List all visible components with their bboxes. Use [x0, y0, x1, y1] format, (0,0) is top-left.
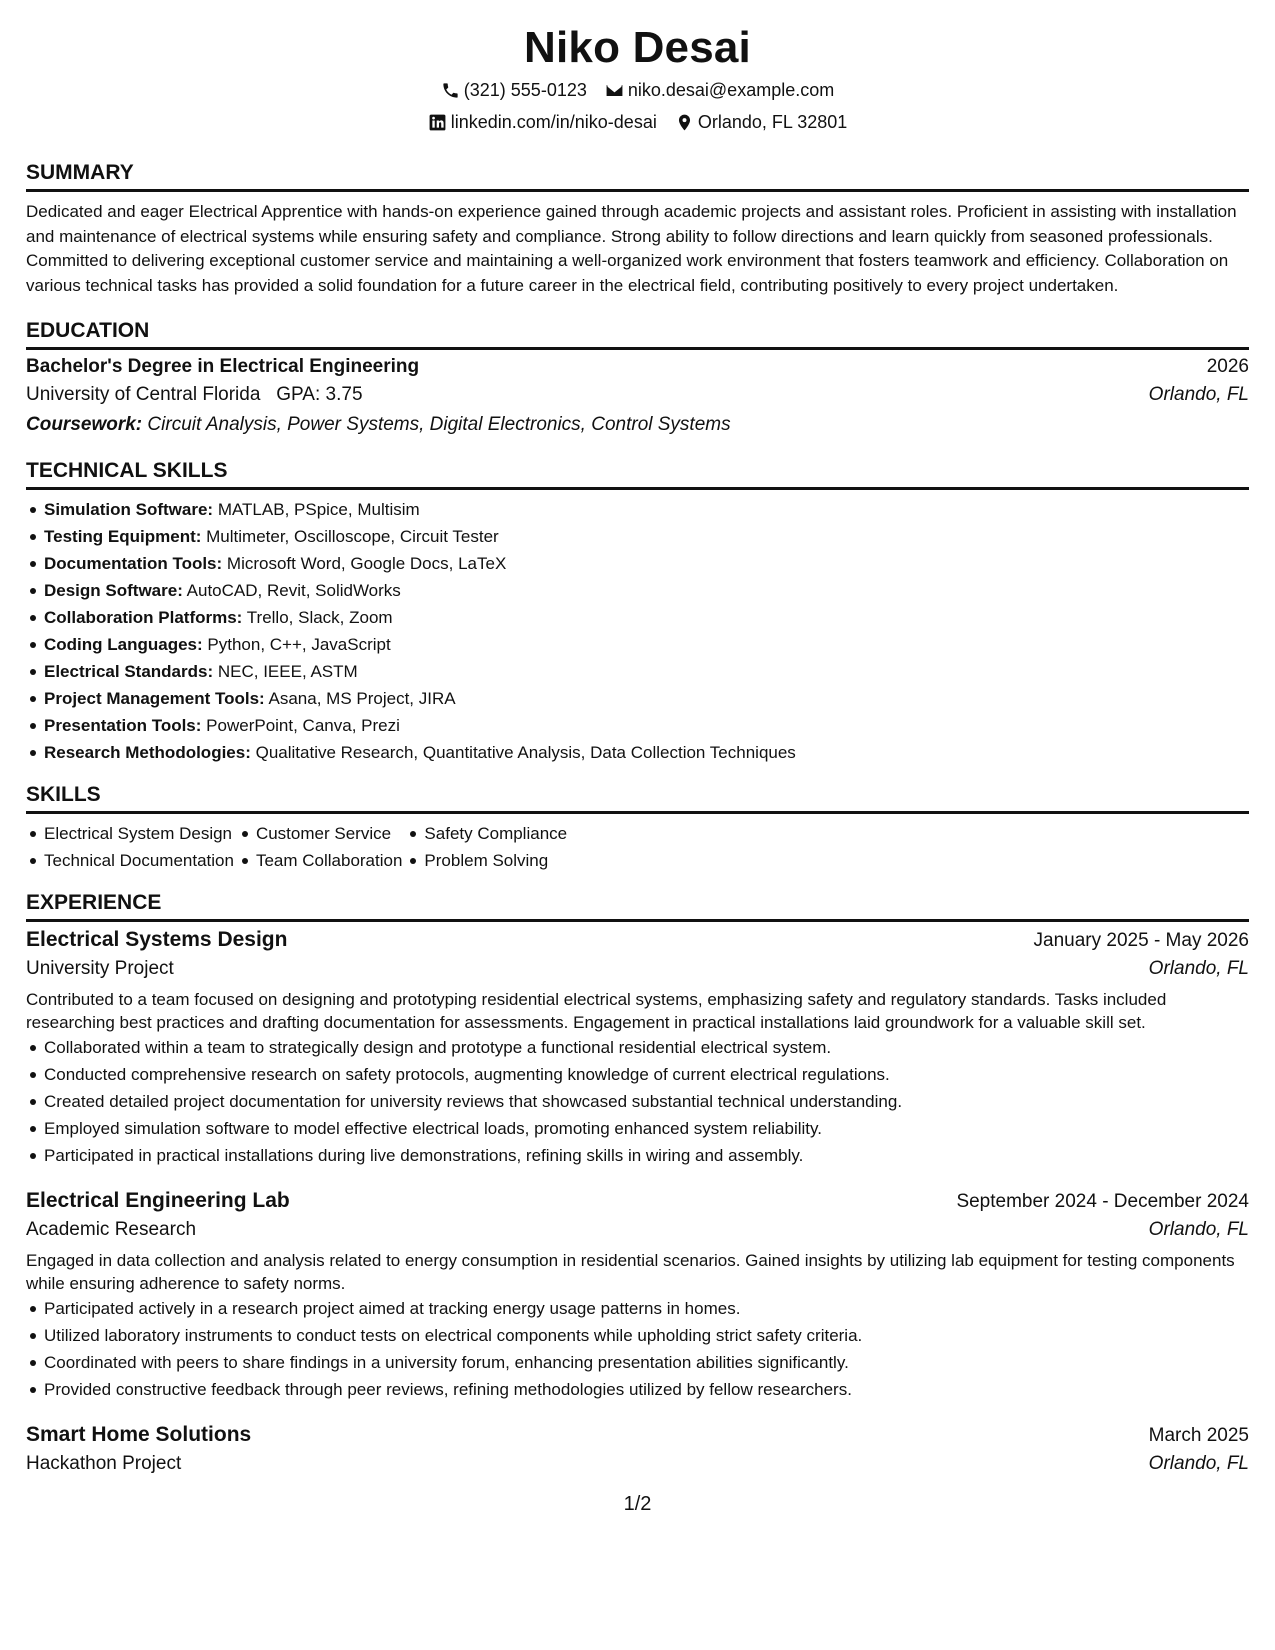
skill-label: Design Software:: [44, 581, 183, 600]
list-item: Participated in practical installations during live demonstrations, refining skills in wiring and assembly.: [44, 1142, 1249, 1169]
list-item: Safety Compliance: [424, 820, 567, 847]
list-item: Employed simulation software to model effective electrical loads, promoting enhanced system reliability.: [44, 1115, 1249, 1142]
linkedin-text[interactable]: linkedin.com/in/niko-desai: [450, 112, 657, 132]
technical-skills-heading: TECHNICAL SKILLS: [26, 458, 1249, 490]
envelope-icon: [605, 81, 624, 100]
skill-label: Electrical Standards:: [44, 662, 214, 681]
skill-value: Asana, MS Project, JIRA: [268, 689, 456, 708]
email-contact[interactable]: [605, 78, 834, 102]
skill-label: Simulation Software:: [44, 500, 214, 519]
job-header: [26, 1423, 1249, 1447]
skills-column-3: [424, 820, 567, 874]
skill-value: Trello, Slack, Zoom: [246, 608, 393, 627]
graduation-year: 2026: [1206, 356, 1249, 377]
gpa: GPA: 3.75: [276, 384, 363, 405]
list-item: Collaborated within a team to strategically design and prototype a functional residential electrical system.: [44, 1034, 1249, 1061]
experience-entry: [26, 1423, 1249, 1475]
education-heading: EDUCATION: [26, 318, 1249, 350]
experience-heading: EXPERIENCE: [26, 890, 1249, 922]
job-subheader: [26, 1453, 1249, 1475]
job-subheader: [26, 1219, 1249, 1241]
school-info: [26, 384, 363, 406]
list-item: [44, 685, 1249, 712]
list-item: [44, 712, 1249, 739]
school-name: University of Central Florida: [26, 384, 261, 405]
job-description: Engaged in data collection and analysis related to energy consumption in residential scenarios. Gained insights by utilizing lab equipment for testing components while ensuring adherence to safety norms.: [26, 1251, 1235, 1293]
list-item: [44, 577, 1249, 604]
skill-label: Presentation Tools:: [44, 716, 202, 735]
skill-value: Qualitative Research, Quantitative Analysis, Data Collection Techniques: [255, 743, 796, 762]
summary-section: [26, 160, 1249, 298]
job-org: Academic Research: [26, 1219, 197, 1240]
education-location: Orlando, FL: [1148, 384, 1249, 405]
list-item: [44, 604, 1249, 631]
job-org: Hackathon Project: [26, 1453, 182, 1474]
job-description: Contributed to a team focused on designing and prototyping residential electrical systems, emphasizing safety and regulatory standards. Tasks included researching best practices and drafting documentation for assessments. Engagement in practical installations laid groundwork for a valuable skill set.: [26, 990, 1167, 1032]
page-number: 1/2: [623, 1493, 652, 1515]
resume-page: [26, 22, 1249, 1475]
phone-contact: [441, 78, 587, 102]
linkedin-contact[interactable]: [428, 110, 657, 134]
job-header: [26, 928, 1249, 952]
list-item: Created detailed project documentation for university reviews that showcased substantial technical understanding.: [44, 1088, 1249, 1115]
coursework: [26, 414, 1249, 436]
map-pin-icon: [675, 113, 694, 132]
skills-section: [26, 782, 1249, 874]
experience-section: [26, 890, 1249, 1475]
skill-value: NEC, IEEE, ASTM: [217, 662, 358, 681]
skill-label: Collaboration Platforms:: [44, 608, 243, 627]
job-location: Orlando, FL: [1148, 958, 1249, 979]
skill-label: Project Management Tools:: [44, 689, 265, 708]
phone-icon: [441, 81, 460, 100]
location-text: Orlando, FL 32801: [697, 112, 848, 132]
job-dates: January 2025 - May 2026: [1033, 930, 1249, 951]
job-bullets: [26, 1034, 1249, 1169]
technical-skills-section: [26, 458, 1249, 766]
education-section: [26, 318, 1249, 436]
job-dates: March 2025: [1148, 1425, 1249, 1446]
list-item: [44, 550, 1249, 577]
list-item: Conducted comprehensive research on safety protocols, augmenting knowledge of current electrical regulations.: [44, 1061, 1249, 1088]
job-bullets: [26, 1295, 1249, 1403]
skill-value: Microsoft Word, Google Docs, LaTeX: [226, 554, 507, 573]
job-dates: September 2024 - December 2024: [956, 1191, 1249, 1212]
job-title: Electrical Engineering Lab: [26, 1189, 290, 1212]
job-header: [26, 1189, 1249, 1213]
skills-column-1: [44, 820, 234, 874]
job-org: University Project: [26, 958, 174, 979]
skill-label: Testing Equipment:: [44, 527, 202, 546]
list-item: [44, 631, 1249, 658]
list-item: Customer Service: [256, 820, 402, 847]
job-subheader: [26, 958, 1249, 980]
list-item: [44, 658, 1249, 685]
contact-line-2: [26, 110, 1249, 134]
skill-label: Research Methodologies:: [44, 743, 251, 762]
experience-entry: [26, 1189, 1249, 1403]
skill-label: Coding Languages:: [44, 635, 203, 654]
technical-skills-list: [26, 496, 1249, 766]
linkedin-icon: [428, 113, 447, 132]
job-location: Orlando, FL: [1148, 1219, 1249, 1240]
summary-heading: SUMMARY: [26, 160, 1249, 192]
skill-value: Multimeter, Oscilloscope, Circuit Tester: [206, 527, 499, 546]
list-item: [44, 739, 1249, 766]
coursework-list: Circuit Analysis, Power Systems, Digital Electronics, Control Systems: [147, 414, 731, 435]
list-item: Utilized laboratory instruments to conduct tests on electrical components while upholding strict safety criteria.: [44, 1322, 1249, 1349]
location-contact: [675, 110, 847, 134]
job-title: Electrical Systems Design: [26, 928, 288, 951]
list-item: Provided constructive feedback through peer reviews, refining methodologies utilized by fellow researchers.: [44, 1376, 1249, 1403]
list-item: Technical Documentation: [44, 847, 234, 874]
coursework-label: Coursework:: [26, 414, 143, 435]
list-item: Coordinated with peers to share findings in a university forum, enhancing presentation abilities significantly.: [44, 1349, 1249, 1376]
education-row-1: [26, 356, 1249, 378]
phone-text: (321) 555-0123: [463, 80, 587, 100]
job-title: Smart Home Solutions: [26, 1423, 252, 1446]
list-item: Problem Solving: [424, 847, 567, 874]
email-text[interactable]: niko.desai@example.com: [627, 80, 835, 100]
list-item: Participated actively in a research project aimed at tracking energy usage patterns in homes.: [44, 1295, 1249, 1322]
skill-value: MATLAB, PSpice, Multisim: [217, 500, 420, 519]
summary-text: Dedicated and eager Electrical Apprentice with hands-on experience gained through academic projects and assistant roles. Proficient in assisting with installation and maintenance of electrical systems while ensuring safety and compliance. Strong ability to follow directions and learn quickly from seasoned professionals. Committed to delivering exceptional customer service and maintaining a well-organized work environment that fosters teamwork and efficiency. Collaboration on various technical tasks has provided a solid foundation for a future career in the electrical field, contributing positively to every project undertaken.: [26, 202, 1237, 295]
skills-column-2: [256, 820, 402, 874]
list-item: [44, 496, 1249, 523]
experience-entry: [26, 928, 1249, 1169]
list-item: [44, 523, 1249, 550]
list-item: Electrical System Design: [44, 820, 234, 847]
list-item: Team Collaboration: [256, 847, 402, 874]
skill-label: Documentation Tools:: [44, 554, 223, 573]
job-location: Orlando, FL: [1148, 1453, 1249, 1474]
skills-grid: [26, 820, 1249, 874]
skill-value: PowerPoint, Canva, Prezi: [206, 716, 400, 735]
candidate-name: Niko Desai: [524, 23, 751, 72]
skills-heading: SKILLS: [26, 782, 1249, 814]
degree-title: Bachelor's Degree in Electrical Engineering: [26, 356, 420, 377]
contact-line-1: [26, 78, 1249, 102]
skill-value: Python, C++, JavaScript: [207, 635, 391, 654]
education-row-2: [26, 384, 1249, 406]
skill-value: AutoCAD, Revit, SolidWorks: [186, 581, 401, 600]
